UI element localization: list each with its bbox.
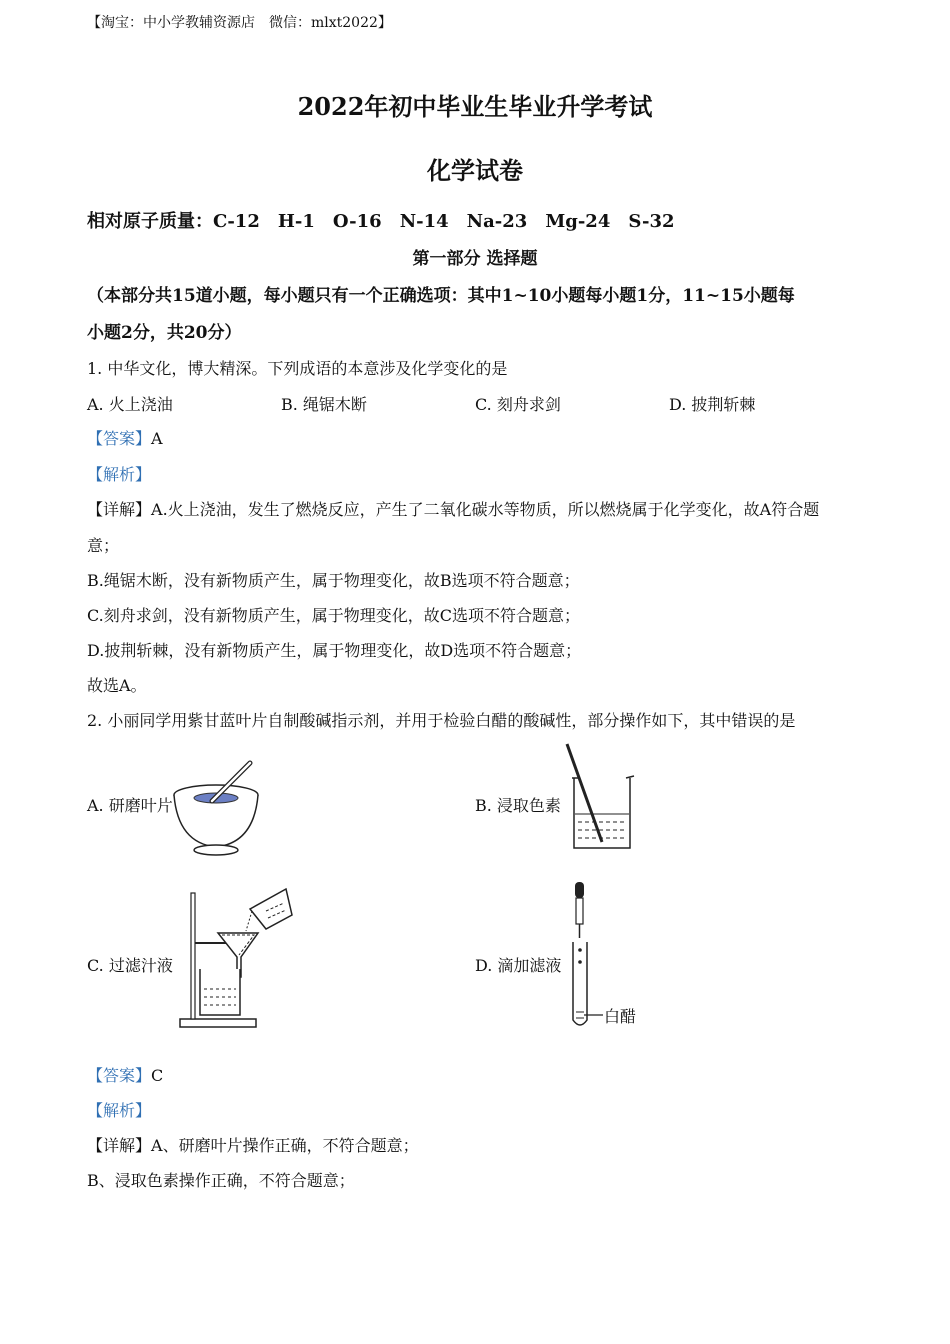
answer-value: C [151, 1066, 164, 1085]
q1-conclusion: 故选A。 [87, 676, 147, 695]
answer-tag: 【答案】 [87, 429, 152, 448]
q1-detail-3: C.刻舟求剑，没有新物质产生，属于物理变化，故C选项不符合题意； [87, 606, 581, 625]
detail-text: A.火上浇油，发生了燃烧反应，产生了二氧化碳水等物质，所以燃烧属于化学变化，故A符合题 [151, 500, 820, 519]
q2-option-c: C. 过滤汁液 [87, 956, 173, 975]
answer-value: A [151, 429, 163, 448]
q1-stem: 1. 中华文化，博大精深。下列成语的本意涉及化学变化的是 [87, 359, 508, 378]
detail-text: A、研磨叶片操作正确，不符合题意； [151, 1136, 419, 1155]
mortar-pestle-figure [170, 755, 265, 860]
q1-option-d: D. 披荆斩棘 [669, 395, 756, 414]
q2-option-b: B. 浸取色素 [475, 796, 561, 815]
q1-detail-4: D.披荆斩棘，没有新物质产生，属于物理变化，故D选项不符合题意； [87, 641, 582, 660]
q1-option-a: A. 火上浇油 [87, 395, 173, 414]
q2-analysis-tag: 【解析】 [87, 1101, 152, 1120]
filtration-figure [178, 885, 296, 1030]
q1-detail-1b: 意； [87, 536, 120, 555]
detail-tag: 【详解】 [87, 1136, 152, 1155]
q2-stem: 2. 小丽同学用紫甘蓝叶片自制酸碱指示剂，并用于检验白醋的酸碱性，部分操作如下，其中错误的是 [87, 711, 796, 730]
beaker-rod-figure [562, 742, 637, 854]
q2-detail-1 [87, 1135, 419, 1157]
q2-answer [87, 1065, 163, 1087]
section-note-2: 小题2分，共20分） [87, 323, 242, 343]
q1-analysis-tag: 【解析】 [87, 465, 152, 484]
q1-option-c: C. 刻舟求剑 [475, 395, 561, 414]
q1-detail-1 [87, 499, 819, 521]
q2-option-d: D. 滴加滤液 [475, 956, 562, 975]
q2-option-a: A. 研磨叶片 [87, 796, 173, 815]
exam-title: 2022年初中毕业生毕业升学考试 [297, 92, 653, 121]
vinegar-label: 白醋 [604, 1007, 637, 1026]
section-note-1: （本部分共15道小题，每小题只有一个正确选项：其中1~10小题每小题1分，11~15小题每 [87, 286, 795, 306]
detail-tag: 【详解】 [87, 500, 152, 519]
exam-subtitle: 化学试卷 [427, 156, 523, 185]
atomic-mass-line: 相对原子质量：C-12 H-1 O-16 N-14 Na-23 Mg-24 S-32 [87, 211, 675, 232]
q1-answer [87, 428, 163, 450]
section-title: 第一部分 选择题 [412, 249, 538, 269]
header-note: 【淘宝：中小学教辅资源店 微信：mlxt2022】 [87, 15, 392, 31]
q1-detail-2: B.绳锯木断，没有新物质产生，属于物理变化，故B选项不符合题意； [87, 571, 580, 590]
answer-tag: 【答案】 [87, 1066, 152, 1085]
q2-detail-2: B、浸取色素操作正确，不符合题意； [87, 1171, 355, 1190]
q1-option-b: B. 绳锯木断 [281, 395, 367, 414]
